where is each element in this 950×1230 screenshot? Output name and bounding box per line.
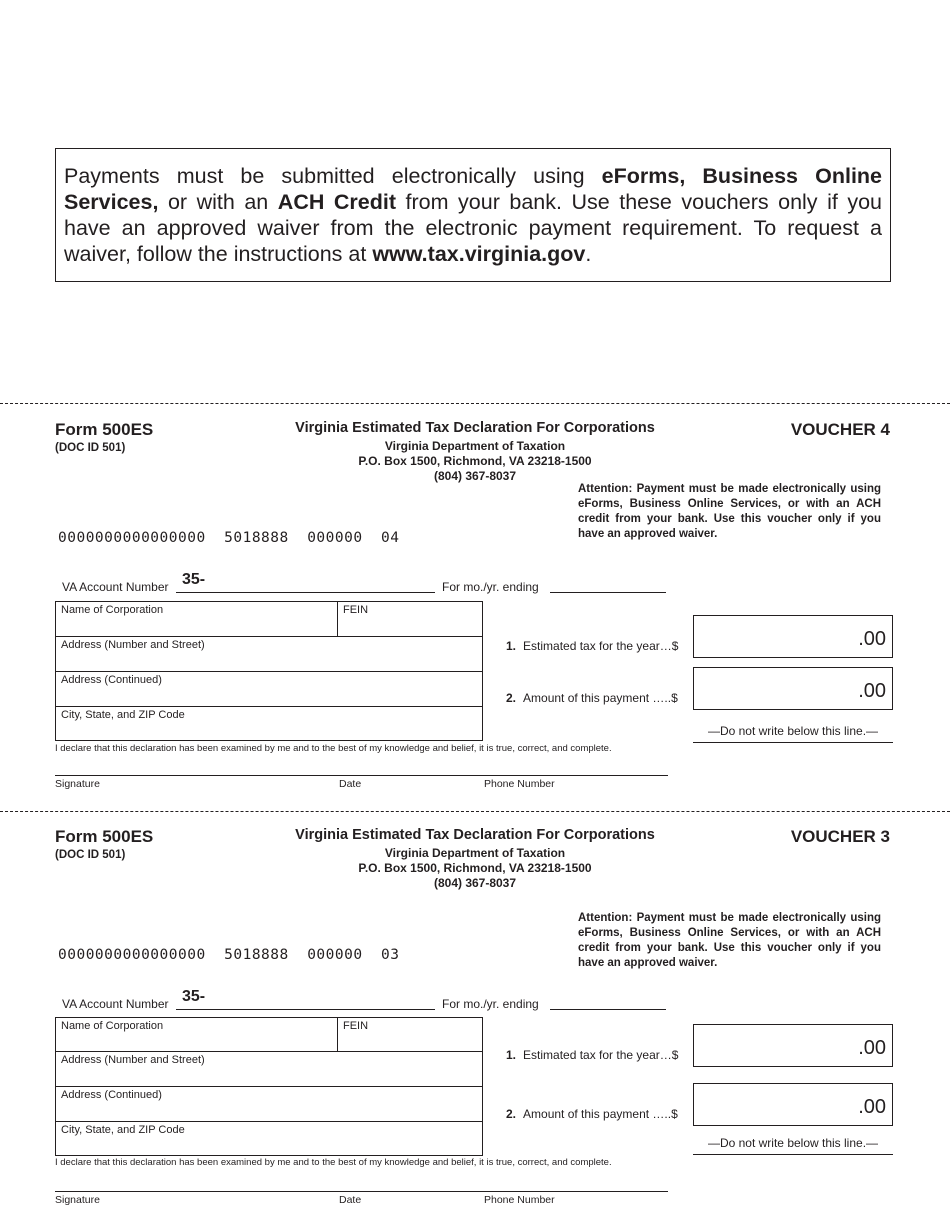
corporation-name-field[interactable] (56, 1018, 338, 1052)
fein-label: FEIN (343, 604, 369, 616)
estimated-tax-input[interactable] (693, 615, 893, 658)
address-street-label: Address (Number and Street) (61, 1054, 205, 1066)
payment-amount-input[interactable] (693, 1083, 893, 1126)
corporation-name-label: Name of Corporation (61, 604, 164, 616)
city-state-zip-field[interactable] (56, 707, 482, 740)
do-not-write-line (693, 742, 893, 743)
notice-text-4: . (585, 242, 592, 266)
line-2-number: 2. (506, 1107, 517, 1121)
estimated-tax-value: .00 (858, 1037, 886, 1059)
department-address: P.O. Box 1500, Richmond, VA 23218-1500 (358, 454, 592, 468)
form-number: Form 500ES (55, 420, 154, 439)
city-state-zip-label: City, State, and ZIP Code (61, 709, 185, 721)
address-street-field[interactable] (56, 637, 482, 672)
department-phone: (804) 367-8037 (433, 469, 517, 483)
signature-label: Signature (55, 778, 100, 790)
account-number-label: VA Account Number (62, 997, 169, 1011)
address-continued-label: Address (Continued) (61, 674, 162, 686)
department-phone: (804) 367-8037 (433, 876, 517, 890)
signature-label: Signature (55, 1194, 100, 1206)
line-1-estimated-tax (506, 639, 678, 653)
account-prefix: 35- (182, 988, 206, 1005)
corporation-info-box (55, 1017, 483, 1156)
department-address: P.O. Box 1500, Richmond, VA 23218-1500 (358, 861, 592, 875)
address-continued-field[interactable] (56, 672, 482, 707)
line-2-number: 2. (506, 691, 517, 705)
period-label: For mo./yr. ending (442, 997, 539, 1011)
department-name: Virginia Department of Taxation (384, 439, 566, 453)
scan-line: 0000000000000000 5018888 000000 03 (58, 947, 400, 963)
line-2-label: Amount of this payment …..$ (523, 1107, 678, 1121)
do-not-write-note: —Do not write below this line.— (707, 1136, 879, 1150)
doc-id: (DOC ID 501) (55, 442, 126, 454)
address-street-field[interactable] (56, 1052, 482, 1087)
line-1-estimated-tax (506, 1048, 678, 1062)
voucher-number: VOUCHER 3 (790, 827, 890, 846)
declaration-text: I declare that this declaration has been examined by me and to the best of my knowledge and belief, it is true, correct, and complete. (55, 1157, 612, 1168)
scan-line: 0000000000000000 5018888 000000 04 (58, 530, 400, 546)
payment-amount-value: .00 (858, 680, 886, 702)
form-heading: Virginia Estimated Tax Declaration For Corporations (295, 827, 655, 843)
attention-note: Attention: Payment must be made electronically using eForms, Business Online Services, or with an ACH credit from your bank. Use this voucher only if you have an approved waiver. (578, 912, 881, 969)
do-not-write-note: —Do not write below this line.— (707, 724, 879, 738)
corporation-info-box (55, 601, 483, 741)
voucher-3 (0, 827, 950, 1227)
city-state-zip-label: City, State, and ZIP Code (61, 1124, 185, 1136)
fein-label: FEIN (343, 1020, 369, 1032)
form-heading: Virginia Estimated Tax Declaration For Corporations (295, 420, 655, 436)
notice-bold-ach: ACH Credit (277, 190, 397, 214)
cut-line (0, 403, 950, 404)
payment-amount-value: .00 (858, 1096, 886, 1118)
notice-text-1: Payments must be submitted electronically using (64, 164, 602, 188)
voucher-number: VOUCHER 4 (790, 420, 890, 439)
account-number-label: VA Account Number (62, 580, 169, 594)
line-2-payment-amount (506, 691, 678, 705)
declaration-text: I declare that this declaration has been examined by me and to the best of my knowledge and belief, it is true, correct, and complete. (55, 743, 612, 754)
voucher-4 (0, 420, 950, 820)
attention-note: Attention: Payment must be made electronically using eForms, Business Online Services, or with an ACH credit from your bank. Use this voucher only if you have an approved waiver. (578, 483, 881, 540)
address-continued-label: Address (Continued) (61, 1089, 162, 1101)
notice-text-3: from your bank. Use these vouchers only if you have an approved waiver from the electronic payment requirement. To request a waiver, follow the instructions at (64, 190, 883, 266)
account-prefix: 35- (182, 571, 206, 588)
fein-field[interactable] (338, 602, 482, 637)
line-1-number: 1. (506, 1048, 517, 1062)
fein-field[interactable] (338, 1018, 482, 1052)
department-name: Virginia Department of Taxation (384, 846, 566, 860)
phone-number-label: Phone Number (484, 1194, 555, 1206)
line-1-number: 1. (506, 639, 517, 653)
period-field[interactable] (550, 592, 666, 593)
form-number: Form 500ES (55, 827, 154, 846)
date-label: Date (339, 1194, 362, 1206)
estimated-tax-value: .00 (858, 628, 886, 650)
corporation-name-label: Name of Corporation (61, 1020, 164, 1032)
period-label: For mo./yr. ending (442, 580, 539, 594)
electronic-payment-notice (55, 148, 891, 282)
do-not-write-line (693, 1154, 893, 1155)
account-number-field[interactable] (176, 1009, 435, 1010)
corporation-name-field[interactable] (56, 602, 338, 637)
payment-amount-input[interactable] (693, 667, 893, 710)
line-2-label: Amount of this payment …..$ (523, 691, 678, 705)
notice-bold-eforms: eForms, Business Online Services, (64, 164, 883, 214)
date-label: Date (339, 778, 362, 790)
signature-line[interactable] (55, 1191, 668, 1192)
phone-number-label: Phone Number (484, 778, 555, 790)
line-1-label: Estimated tax for the year…$ (523, 639, 679, 653)
line-2-payment-amount (506, 1107, 678, 1121)
cut-line (0, 811, 950, 812)
address-street-label: Address (Number and Street) (61, 639, 205, 651)
signature-line[interactable] (55, 775, 668, 776)
city-state-zip-field[interactable] (56, 1122, 482, 1155)
notice-text-2: or with an (158, 190, 278, 214)
line-1-label: Estimated tax for the year…$ (523, 1048, 679, 1062)
address-continued-field[interactable] (56, 1087, 482, 1122)
estimated-tax-input[interactable] (693, 1024, 893, 1067)
account-number-field[interactable] (176, 592, 435, 593)
doc-id: (DOC ID 501) (55, 849, 126, 861)
period-field[interactable] (550, 1009, 666, 1010)
notice-website: www.tax.virginia.gov (372, 242, 586, 266)
